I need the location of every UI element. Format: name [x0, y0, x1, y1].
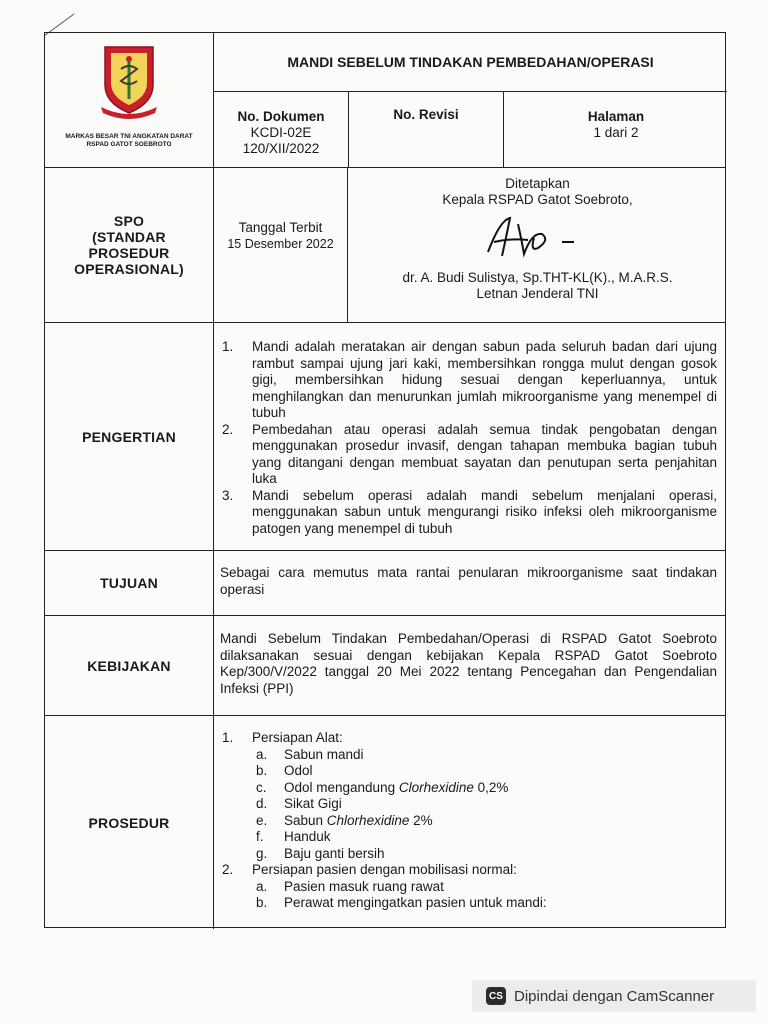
- pengertian-row: [45, 323, 725, 551]
- pengertian-list: [218, 339, 717, 537]
- tanggal-cell: [213, 168, 347, 322]
- spo-line-4: OPERASIONAL): [74, 261, 184, 277]
- tujuan-row: [45, 551, 725, 616]
- spo-line-3: PROSEDUR: [88, 245, 170, 261]
- halaman-label: Halaman: [587, 109, 645, 124]
- prosedur-sub-item: [252, 846, 717, 863]
- prosedur-label-cell: [45, 716, 213, 929]
- spo-line-2: (STANDAR: [92, 229, 166, 245]
- sub-item-letter: b.: [256, 895, 268, 910]
- step-2-list: [252, 879, 717, 912]
- prosedur-row: [45, 716, 725, 929]
- spo-row: [45, 168, 725, 323]
- item-number: 3.: [222, 487, 234, 503]
- header-right: [213, 33, 727, 167]
- item-number: 2.: [222, 421, 234, 437]
- prosedur-sub-item: [252, 829, 717, 846]
- page-title: MANDI SEBELUM TINDAKAN PEMBEDAHAN/OPERASI: [287, 54, 654, 70]
- pengertian-item: [218, 422, 717, 488]
- item-text: Mandi adalah meratakan air dengan sabun pada seluruh badan dari ujung rambut sampai ujung jari kaki, membersihkan rongga mulut dengan gosok gigi, membersihkan hidung sesuai dengan keperluannya, untuk menghilangkan dan menurunkan jumlah mikroorganisme yang menempel di tubuh: [252, 339, 717, 420]
- header-row: [45, 33, 725, 168]
- tanggal-value: 15 Desember 2022: [227, 237, 334, 251]
- org-line-1: MARKAS BESAR TNI ANGKATAN DARAT: [65, 133, 193, 140]
- no-dokumen-value-1: KCDI-02E: [250, 125, 312, 140]
- halaman-cell: [503, 91, 728, 168]
- pengertian-content: [213, 323, 727, 550]
- pengertian-label: PENGERTIAN: [82, 428, 176, 445]
- tujuan-label-cell: [45, 551, 213, 615]
- item-text: Pembedahan atau operasi adalah semua tindak pengobatan dengan menggunakan prosedur invasif, dengan tahapan membuka bagian tubuh yang ditangani dengan membuat sayatan dan penutupan serta penjahitan luka: [252, 421, 717, 486]
- no-revisi-label: No. Revisi: [393, 107, 459, 122]
- camscanner-icon: CS: [486, 987, 506, 1005]
- sub-item-suffix: 0,2%: [473, 779, 509, 795]
- sub-item-text: Perawat mengingatkan pasien untuk mandi:: [284, 895, 547, 910]
- sub-item-letter: g.: [256, 845, 268, 861]
- sub-item-letter: a.: [256, 878, 268, 894]
- step-2-title: Persiapan pasien dengan mobilisasi normal:: [252, 862, 517, 877]
- camscanner-text: Dipindai dengan CamScanner: [514, 987, 715, 1005]
- prosedur-sub-item: [252, 879, 717, 896]
- no-dokumen-value-2: 120/XII/2022: [242, 141, 320, 156]
- sub-item-letter: c.: [256, 779, 267, 795]
- step-2-number: 2.: [222, 862, 234, 877]
- item-number: 1.: [222, 339, 234, 354]
- sub-item-text: Pasien masuk ruang rawat: [284, 878, 444, 894]
- sub-item-text: Handuk: [284, 829, 331, 844]
- prosedur-sub-item: [252, 747, 717, 764]
- halaman-value: 1 dari 2: [593, 125, 639, 140]
- spo-document-table: [44, 32, 726, 928]
- sub-item-text: Sabun: [284, 812, 327, 828]
- no-revisi-cell: [348, 91, 503, 168]
- pengertian-item: [218, 488, 717, 538]
- prosedur-sub-item: [252, 780, 717, 797]
- tujuan-label: TUJUAN: [100, 575, 158, 591]
- sub-item-letter: d.: [256, 796, 268, 811]
- kebijakan-row: [45, 616, 725, 716]
- sub-item-letter: b.: [256, 763, 268, 778]
- logo-cell: [45, 33, 213, 167]
- item-text: Mandi sebelum operasi adalah mandi sebelum menjalani operasi, menggunakan sabun untuk mengurangi risiko infeksi oleh mikroorganisme patogen yang menempel di tubuh: [252, 487, 717, 536]
- sub-item-italic: Clorhexidine: [398, 779, 474, 795]
- prosedur-sub-item: [252, 813, 717, 830]
- sub-item-suffix: 2%: [409, 812, 433, 828]
- kepala-title: Kepala RSPAD Gatot Soebroto,: [442, 192, 633, 207]
- sub-item-text: Baju ganti bersih: [284, 845, 385, 861]
- signer-name: dr. A. Budi Sulistya, Sp.THT-KL(K)., M.A.R.S.: [402, 270, 673, 285]
- kebijakan-label: KEBIJAKAN: [87, 657, 171, 674]
- sub-item-letter: f.: [256, 829, 264, 844]
- pengertian-item: [218, 339, 717, 422]
- step-1-title: Persiapan Alat:: [252, 730, 343, 745]
- sub-item-text: Sikat Gigi: [284, 796, 342, 811]
- rspad-logo-icon: [97, 41, 161, 121]
- no-dokumen-label: No. Dokumen: [237, 109, 325, 124]
- sub-item-letter: e.: [256, 812, 268, 828]
- sub-item-italic: Chlorhexidine: [326, 812, 410, 828]
- tanggal-label: Tanggal Terbit: [238, 220, 323, 235]
- tujuan-content: [213, 551, 727, 615]
- sub-item-text: Odol mengandung: [284, 779, 399, 795]
- kebijakan-content: [213, 616, 727, 715]
- sub-item-letter: a.: [256, 746, 268, 762]
- signature-icon: [478, 212, 588, 262]
- pengertian-label-cell: [45, 323, 213, 550]
- prosedur-sub-item: [252, 763, 717, 780]
- ditetapkan: Ditetapkan: [505, 176, 570, 191]
- kebijakan-text: Mandi Sebelum Tindakan Pembedahan/Operasi di RSPAD Gatot Soebroto dilaksanakan sesuai dengan kebijakan Kepala RSPAD Gatot Soebroto Kep/300/V/2022 tanggal 20 Mei 2022 tentang Pencegahan dan Pengendalian Infeksi (PPI): [220, 631, 717, 696]
- camscanner-watermark: [472, 980, 756, 1012]
- prosedur-sub-item: [252, 796, 717, 813]
- no-dokumen-cell: [214, 91, 348, 168]
- tujuan-text: Sebagai cara memutus mata rantai penularan mikroorganisme saat tindakan operasi: [220, 565, 717, 597]
- step-1-number: 1.: [222, 730, 234, 745]
- sub-item-text: Odol: [284, 763, 313, 778]
- prosedur-sub-item: [252, 895, 717, 912]
- sub-item-text: Sabun mandi: [284, 746, 364, 762]
- org-line-2: RSPAD GATOT SOEBROTO: [86, 141, 172, 148]
- step-1-list: [252, 747, 717, 863]
- prosedur-label: PROSEDUR: [88, 814, 170, 831]
- prosedur-content: [213, 716, 727, 929]
- spo-line-1: SPO: [113, 213, 145, 229]
- spo-label-cell: [45, 168, 213, 322]
- penetapan-cell: [347, 168, 727, 322]
- signer-rank: Letnan Jenderal TNI: [476, 286, 599, 301]
- kebijakan-label-cell: [45, 616, 213, 715]
